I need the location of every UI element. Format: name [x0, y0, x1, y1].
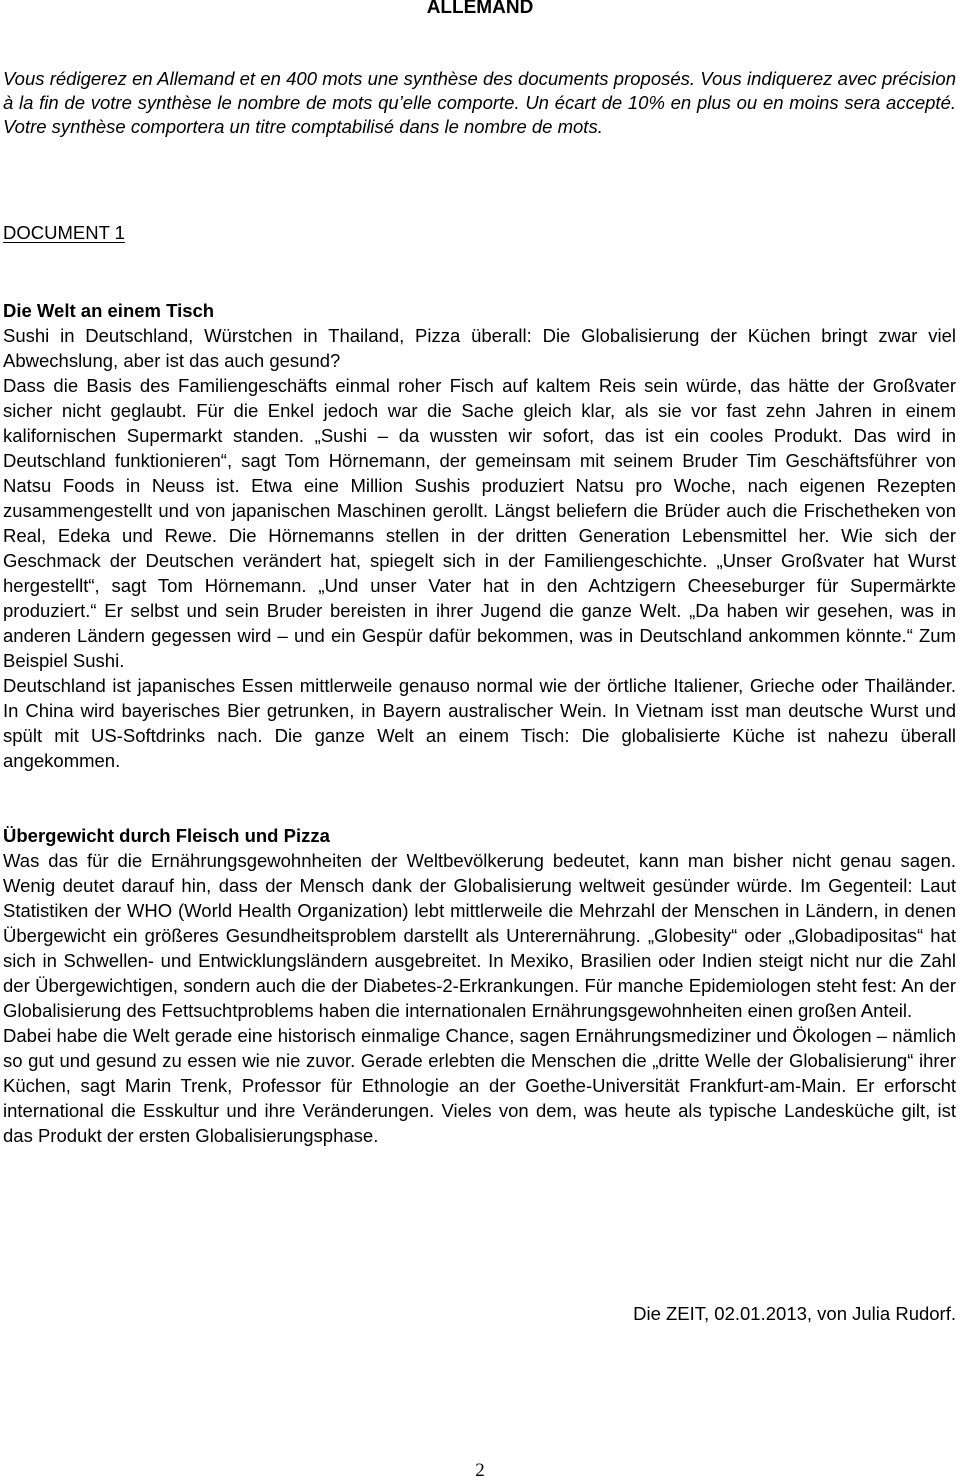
article-source: Die ZEIT, 02.01.2013, von Julia Rudorf. — [633, 1303, 956, 1324]
article-section-2 — [3, 823, 956, 1148]
page-title: ALLEMAND — [426, 0, 534, 18]
article-paragraph: Dabei habe die Welt gerade eine historisch einmalige Chance, sagen Ernährungsmediziner und Ökologen – nämlich so gut und gesund zu essen wie nie zuvor. Gerade erlebten die Menschen die „dritte Welle der Globalisierung“ ihrer Küchen, sagt Marin Trenk, Professor für Ethnologie an der Goethe-Universität Frankfurt-am-Main. Er erforscht international die Esskultur und ihre Veränderungen. Vieles von dem, was heute als typische Landesküche gilt, ist das Produkt der ersten Globalisierungsphase. — [3, 1025, 956, 1146]
section-heading: Übergewicht durch Fleisch und Pizza — [3, 825, 330, 846]
article-lead: Sushi in Deutschland, Würstchen in Thailand, Pizza überall: Die Globalisierung der Küchen bringt zwar viel Abwechslung, aber ist das auch gesund? — [3, 325, 956, 371]
article-paragraph: Dass die Basis des Familiengeschäfts einmal roher Fisch auf kaltem Reis sein würde, das hätte der Großvater sicher nicht geglaubt. Für die Enkel jedoch war die Sache gleich klar, als sie vor fast zehn Jahren in einem kalifornischen Supermarkt standen. „Sushi – da wussten wir sofort, das ist ein cooles Produkt. Das wird in Deutschland funktionieren“, sagt Tom Hörnemann, der gemeinsam mit seinem Bruder Tim Geschäftsführer von Natsu Foods in Neuss ist. Etwa eine Million Sushis produziert Natsu pro Woche, nach eigenen Rezepten zusammengestellt und von japanischen Maschinen gerollt. Längst beliefern die Brüder auch die Frischetheken von Real, Edeka und Rewe. Die Hörnemanns stellen in der dritten Generation Lebensmittel her. Wie sich der Geschmack der Deutschen verändert hat, spiegelt sich in der Familiengeschichte. „Unser Großvater hat Wurst hergestellt“, sagt Tom Hörnemann. „Und unser Vater hat in den Achtzigern Cheeseburger für Supermärkte produziert.“ Er selbst und sein Bruder bereisten in ihrer Jugend die ganze Welt. „Da haben wir gesehen, was in anderen Ländern gegessen wird – und ein Gespür dafür bekommen, was in Deutschland ankommen könnte.“ Zum Beispiel Sushi. — [3, 375, 956, 671]
article-paragraph: Was das für die Ernährungsgewohnheiten der Weltbevölkerung bedeutet, kann man bisher nicht genau sagen. Wenig deutet darauf hin, dass der Mensch dank der Globalisierung weltweit gesünder würde. Im Gegenteil: Laut Statistiken der WHO (World Health Organization) lebt mittlerweile die Mehrzahl der Menschen in Ländern, in denen Übergewicht ein größeres Gesundheitsproblem darstellt als Unterernährung. „Globesity“ oder „Globadipositas“ hat sich in Schwellen- und Entwicklungsländern ausgebreitet. In Mexiko, Brasilien oder Indien steigt nicht nur die Zahl der Übergewichtigen, sondern auch die der Diabetes-2-Erkrankungen. Für manche Epidemiologen steht fest: An der Globalisierung des Fettsuchtproblems haben die internationalen Ernährungsgewohnheiten einen großen Anteil. — [3, 850, 956, 1021]
document-label: DOCUMENT 1 — [3, 222, 125, 243]
exam-instructions: Vous rédigerez en Allemand et en 400 mots une synthèse des documents proposés. Vous indiquerez avec précision à la fin de votre synthèse le nombre de mots qu’elle comporte. Un écart de 10% en plus ou en moins sera accepté. Votre synthèse comportera un titre comptabilisé dans le nombre de mots. — [3, 68, 956, 137]
article-paragraph: Deutschland ist japanisches Essen mittlerweile genauso normal wie der örtliche Italiener, Grieche oder Thailänder. In China wird bayerisches Bier getrunken, in Bayern australischer Wein. In Vietnam isst man deutsche Wurst und spült mit US-Softdrinks nach. Die ganze Welt an einem Tisch: Die globalisierte Küche ist nahezu überall angekommen. — [3, 675, 956, 771]
article-title: Die Welt an einem Tisch — [3, 300, 215, 321]
page-number: 2 — [475, 1460, 485, 1481]
article-section-1 — [3, 298, 956, 773]
